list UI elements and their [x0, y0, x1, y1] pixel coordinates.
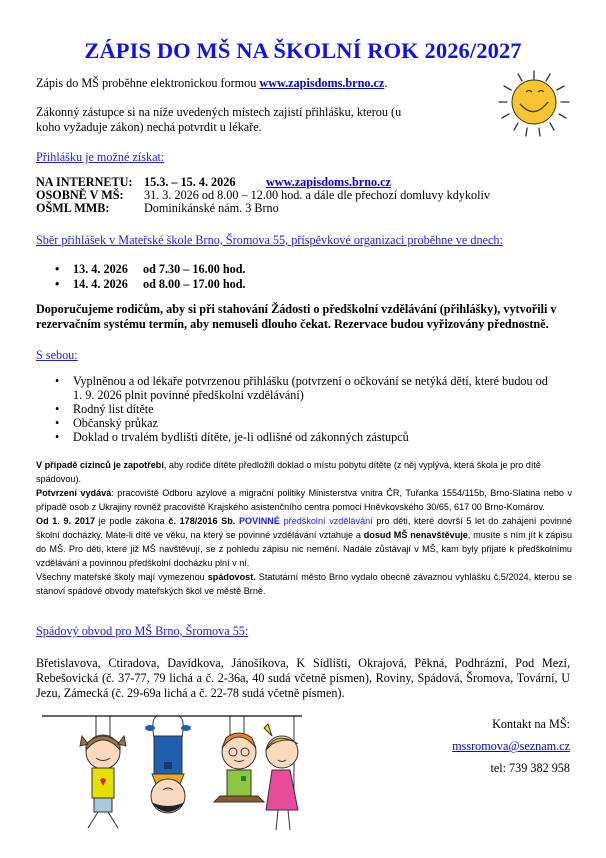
bring-list [55, 374, 555, 444]
kids-image [36, 710, 308, 844]
intro-suffix: . [384, 76, 388, 90]
row-value: Dominikánské nám. 3 Brno [144, 201, 279, 215]
bold-text: spádovost. [207, 572, 256, 582]
collection-date: 14. 4. 2026 [73, 277, 128, 291]
bullet-icon: • [55, 374, 60, 388]
bring-item-text: Občanský průkaz [73, 416, 158, 430]
contact-block [360, 713, 570, 779]
collection-time: od 7.30 – 16.00 hod. [143, 262, 246, 276]
bring-list-item [55, 430, 555, 444]
intro-line [36, 76, 387, 91]
collection-date-item [55, 262, 246, 277]
text: : pracoviště Odboru azylové a migrační politiky Ministerstva vnitra ČR, Tuřanka 1554/115b, Brno-Slatina nebo v případě osob z Ukrajiny rovněž pracoviště Krajského asistenčního centra pomoci Hněvkovského 30/65, 617 00 Brno-Komárov. [36, 488, 572, 512]
boy-upside-down-figure [145, 716, 191, 813]
bring-heading: S sebou: [36, 348, 78, 362]
mandatory-education-paragraph [36, 514, 572, 570]
catchment-streets: Břetislavova, Ctiradova, Davídkova, Jánošíkova, K Sídlišti, Okrajová, Pěkná, Podhrázní, Pod Mezí, Rebešovická (č. 37-77, 79 lichá a č. 2-36a, 40 sudá včetně písmen), Roviny, Spádová, Šromova, Tovární, U Jezu, Zámecká (č. 29-69a lichá a č. 22-78 sudá včetně písmen). [36, 656, 570, 700]
bold-text: dosud MŠ nenavštěvuje [363, 530, 468, 540]
text: je podle zákona [95, 516, 169, 526]
text: , musíte s ním jít k zápisu do MŠ. Pro děti, které již MŠ navštěvují, se z pohledu zápisu nic nemění. Nadále zůstávají v MŠ, kam byly přijaté k předškolnímu vzdělávání a povinnou předškolní docházku plní v ní. [36, 530, 573, 568]
get-form-heading: Přihlášku je možné získat: [36, 150, 165, 164]
highlight-text: POVINNÉ [235, 516, 280, 526]
row-value: 15.3. – 15. 4. 2026 [144, 175, 236, 189]
bring-list-item [55, 402, 555, 416]
foreigners-paragraph [36, 458, 572, 486]
bring-list-item [55, 374, 555, 402]
bullet-icon: • [55, 430, 60, 444]
girl-figure [80, 716, 126, 828]
boy-glasses-figure [214, 716, 264, 802]
bring-item-text: Rodný list dítěte [73, 402, 154, 416]
contact-email-link[interactable]: mssromova@seznam.cz [452, 739, 570, 753]
contact-label: Kontakt na MŠ: [492, 717, 570, 731]
zapis-link[interactable]: www.zapisdoms.brno.cz [259, 76, 385, 90]
text: Všechny mateřské školy mají vymezenou [36, 572, 208, 582]
row-label: OSOBNĚ V MŠ: [36, 188, 124, 202]
sun-image [496, 68, 574, 140]
certificate-paragraph [36, 486, 572, 514]
foreigners-section [36, 458, 572, 598]
page-title: ZÁPIS DO MŠ NA ŠKOLNÍ ROK 2026/2027 [84, 38, 522, 63]
get-row-osml [36, 202, 279, 215]
bold-text: Od 1. 9. 2017 [36, 516, 96, 526]
bold-text: Potvrzení vydává [36, 488, 112, 498]
contact-phone: tel: 739 382 958 [490, 761, 570, 775]
collection-date: 13. 4. 2026 [73, 262, 128, 276]
row-value: 31. 3. 2026 od 8.00 – 12.00 hod. a dále dle přechozí domluvy kdykoliv [144, 188, 490, 202]
collection-time: od 8.00 – 17.00 hod. [143, 277, 246, 291]
intro-paragraph: Zákonný zástupce si na níže uvedených místech zajistí přihlášku, kterou (u koho vyžaduje zákon) nechá potvrdit u lékaře. [36, 105, 402, 134]
bullet-icon: • [55, 416, 60, 430]
row-label: NA INTERNETU: [36, 175, 133, 189]
recommendation-paragraph: Doporučujeme rodičům, aby si při stahování Žádosti o předškolní vzdělávání (přihlášky), vytvořili v rezervačním systému termín, aby nemuseli dlouho čekat. Rezervace budou vyřizovány přednostně. [36, 302, 557, 331]
text: , aby rodiče dítěte předložili doklad o místu pobytu dítěte (z něj vyplývá, která škola je pro dítě spádovou). [36, 460, 541, 484]
bold-text: č. 178/2016 Sb. [168, 516, 236, 526]
collection-heading: Sběr přihlášek v Mateřské škole Brno, Šromova 55, příspěvkové organizaci proběhne ve dnech: [36, 233, 503, 247]
bullet-icon: • [55, 262, 60, 276]
text: Statutární město Brno vydalo obecně závaznou vyhlášku č.5/2024, kterou se stanoví spádové obvody mateřských škol ve městě Brně. [36, 572, 573, 596]
row-label: OŠML MMB: [36, 201, 110, 215]
bring-item-text: Vyplněnou a od lékaře potvrzenou přihlášku (potvrzení o očkování se netýká dětí, které budou od 1. 9. 2026 plnit povinné předškolní vzdělávání) [73, 374, 548, 402]
collection-date-item [55, 277, 246, 292]
bring-item-text: Doklad o trvalém bydlišti dítěte, je-li odlišné od zákonných zástupců [73, 430, 409, 444]
blonde-girl-figure [264, 716, 298, 830]
text: pro děti, které dovrší 5 let do zahájení povinné školní docházky. Máte-li dítě ve věku, na který se povinné vzdělávání vztahuje a [36, 516, 572, 540]
highlight-text: předškolní vzdělávání [279, 516, 373, 526]
bring-list-item [55, 416, 555, 430]
bold-text: V případě cizinců je zapotřebí [36, 460, 164, 470]
internet-link[interactable]: www.zapisdoms.brno.cz [266, 175, 391, 189]
catchment-info-paragraph [36, 570, 572, 598]
bullet-icon: • [55, 277, 60, 291]
bullet-icon: • [55, 402, 60, 416]
catchment-heading: Spádový obvod pro MŠ Brno, Šromova 55: [36, 624, 249, 638]
intro-text: Zápis do MŠ proběhne elektronickou formou [36, 76, 260, 90]
